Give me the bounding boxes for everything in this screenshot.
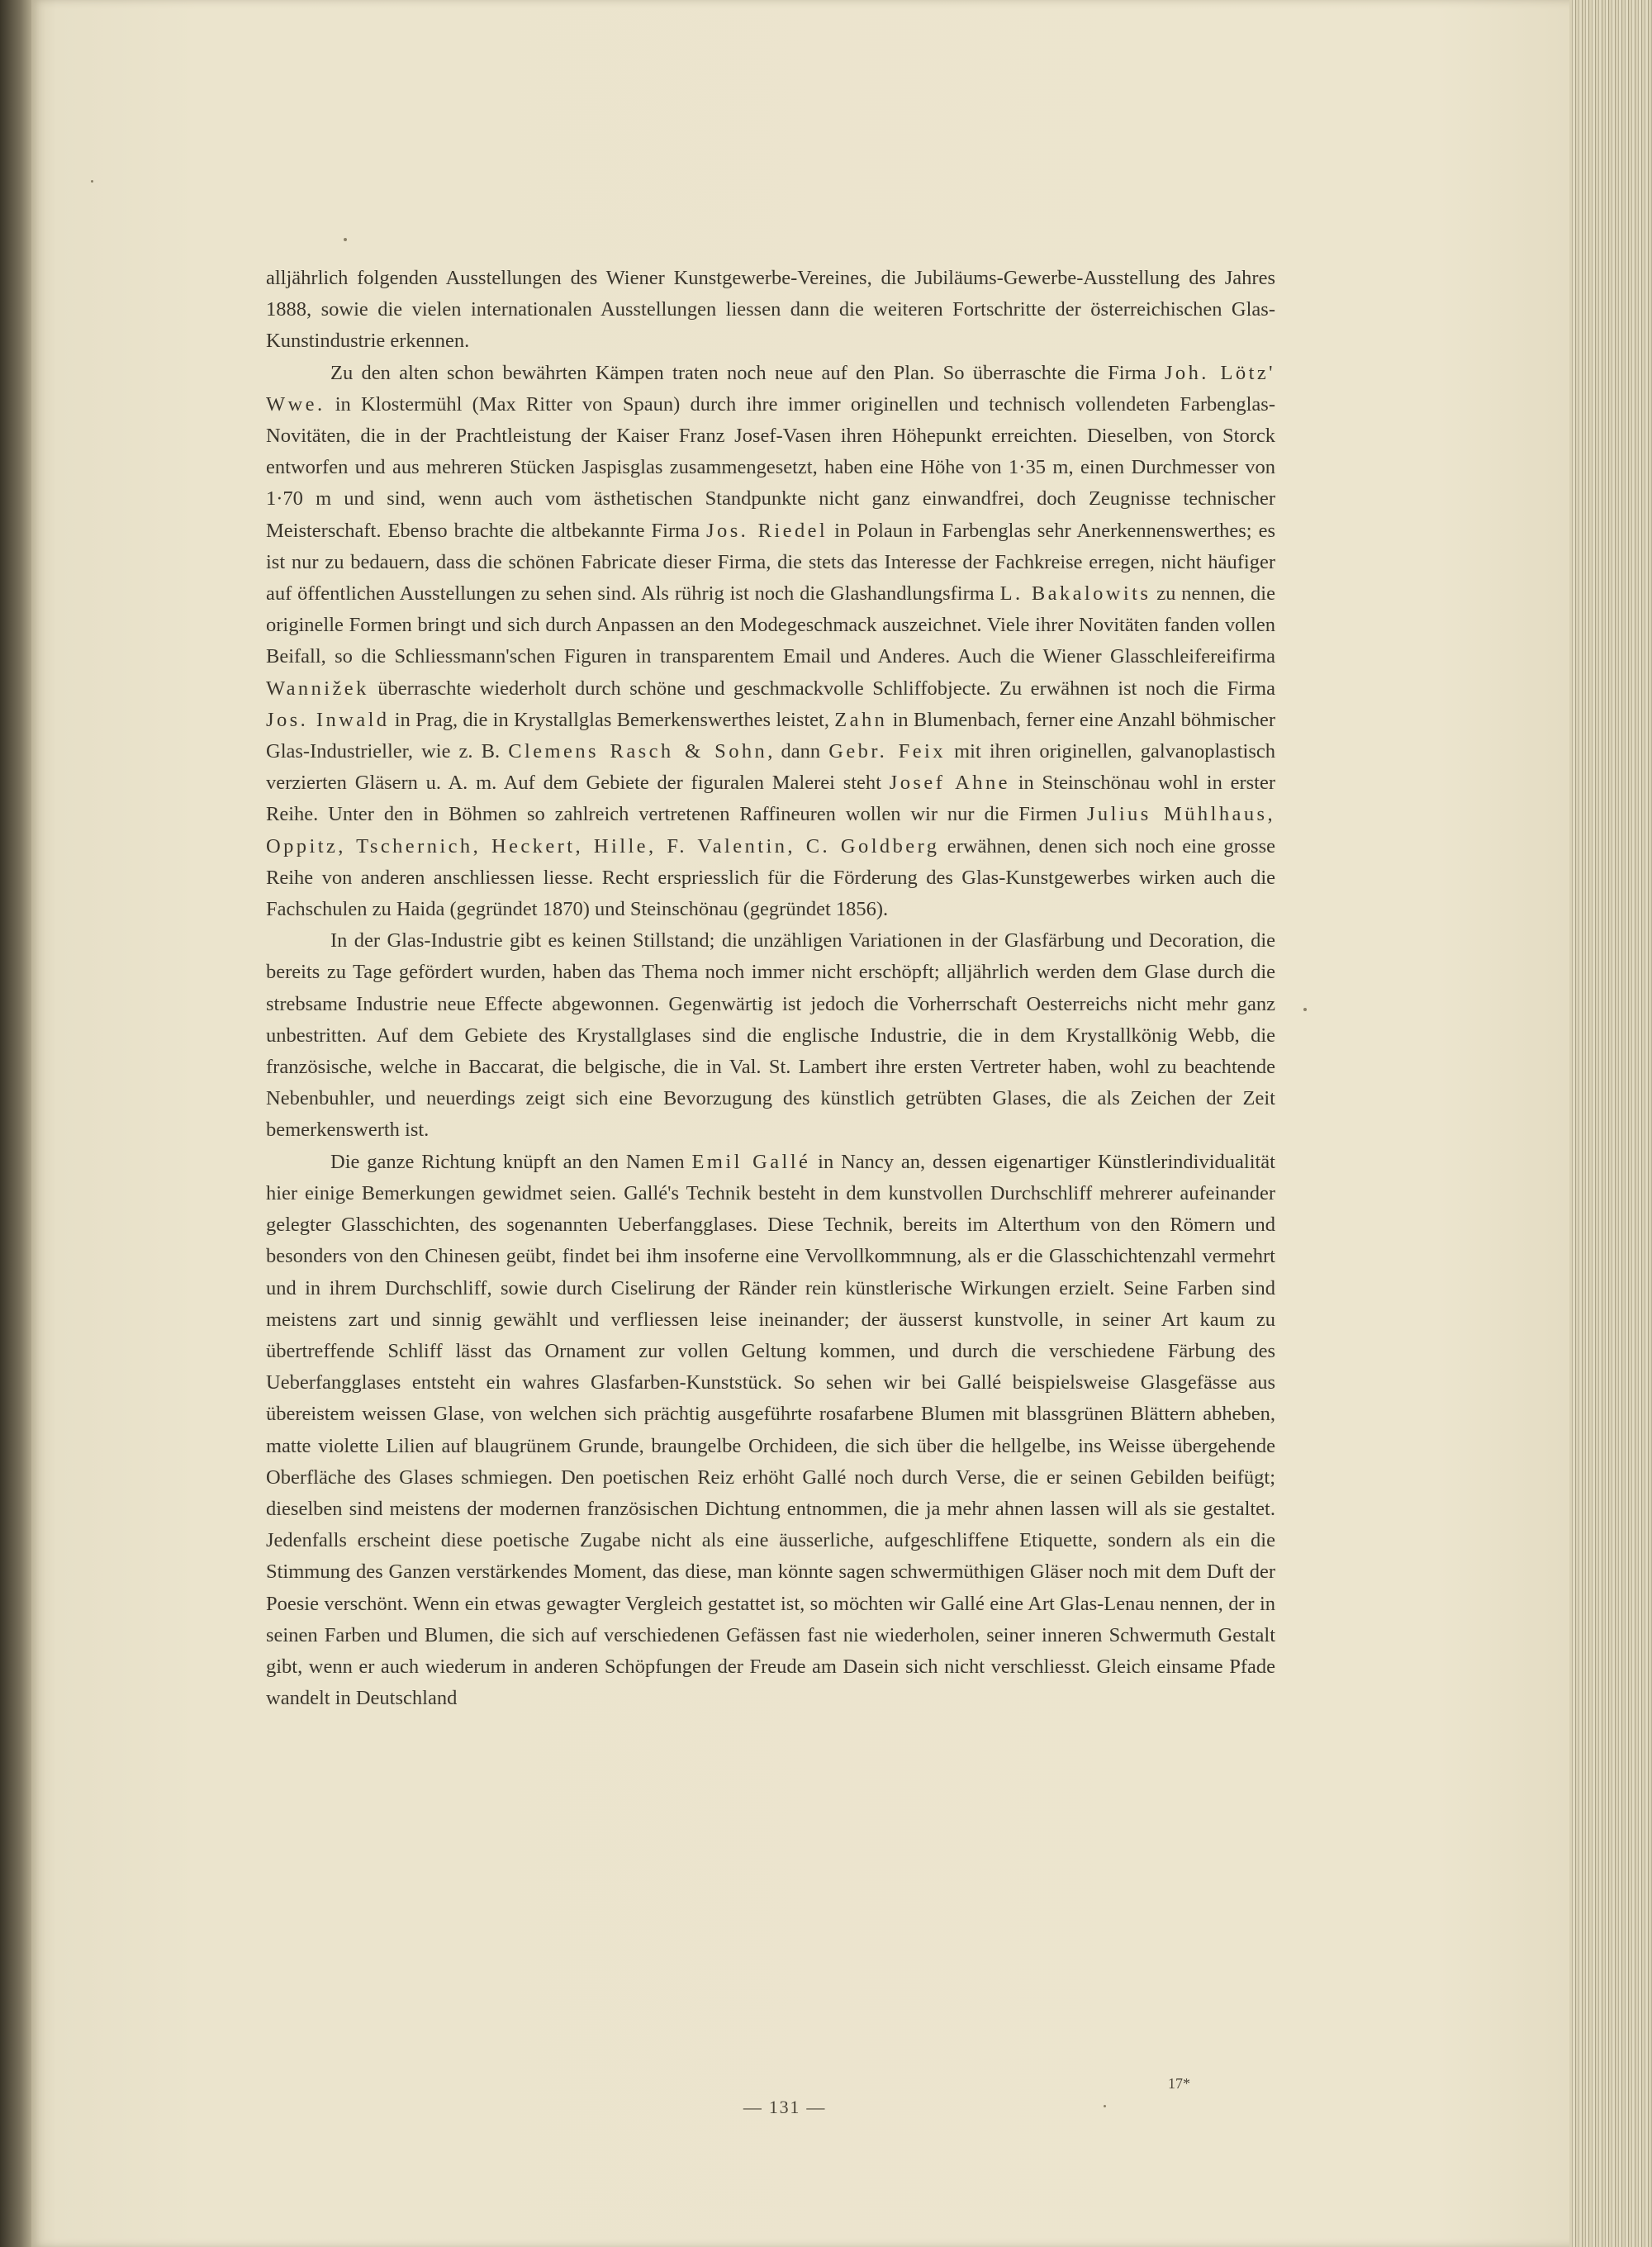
signature-mark: 17*: [1168, 2075, 1190, 2092]
text-run: Die ganze Richtung knüpft an den Namen: [330, 1150, 692, 1173]
paper-speck: [344, 238, 347, 241]
text-run: zu nennen, die originelle Formen bringt und sich durch Anpassen an den Modegeschmack auszeichnet. Viele ihrer Novitäten fanden vollen Beifall, so die Schliessmann'schen Figuren in transparentem Email und Anderes. Auch die Wiener Glasschleifereifirma: [266, 582, 1275, 668]
text-run: mit ihren originellen, galvanoplastisch verzierten Gläsern u. A. m. Auf dem Gebiete der figuralen Malerei steht: [266, 740, 1275, 795]
text-run: überraschte wiederholt durch schöne und geschmackvolle Schliffobjecte. Zu erwähnen ist noch die Firma: [368, 677, 1275, 700]
emphasized-name: Gebr. Feix: [828, 740, 946, 763]
paragraph: [266, 358, 1275, 926]
emphasized-name: Jos. Inwald: [266, 708, 390, 731]
paper-speck: [1303, 1008, 1307, 1011]
paragraph: [266, 263, 1275, 358]
paragraph: [266, 1147, 1275, 1715]
emphasized-name: Zahn: [834, 708, 888, 731]
text-run: in Klostermühl (Max Ritter von Spaun) durch ihre immer originellen und technisch vollendeten Farbenglas-Novitäten, die in der Prachtleistung der Kaiser Franz Josef-Vasen ihren Höhepunkt erreichten. Dieselben, von Storck entworfen und aus mehreren Stücken Jaspisglas zusammengesetzt, haben eine Höhe von 1·35 m, einen Durchmesser von 1·70 m und sind, wenn auch vom ästhetischen Standpunkte nicht ganz einwandfrei, doch Zeugnisse technischer Meisterschaft. Ebenso brachte die altbekannte Firma: [266, 392, 1275, 542]
emphasized-name: Wannižek: [266, 677, 369, 700]
text-run: , dann: [767, 740, 829, 763]
emphasized-name: Clemens Rasch & Sohn: [508, 740, 768, 763]
text-run: In der Glas-Industrie gibt es keinen Stillstand; die unzähligen Variationen in der Glasfärbung und Decoration, die bereits zu Tage gefördert wurden, haben das Thema noch immer nicht erschöpft; alljährlich werden dem Glase durch die strebsame Industrie neue Effecte abgewonnen. Gegenwärtig ist jedoch die Vorherrschaft Oesterreichs nicht mehr ganz unbestritten. Auf dem Gebiete des Krystallglases sind die englische Industrie, die in dem Krystallkönig Webb, die französische, welche in Baccarat, die belgische, die in Val. St. Lambert ihre ersten Vertreter haben, wohl zu beachtende Nebenbuhler, und neuerdings zeigt sich eine Bevorzugung des künstlich getrübten Glases, die als Zeichen der Zeit bemerkenswerth ist.: [266, 929, 1275, 1142]
binding-shadow: [0, 0, 33, 2247]
text-run: in Steinschönau wohl in erster Reihe. Unter den in Böhmen so zahlreich vertretenen Raffineuren wollen wir nur die Firmen: [266, 772, 1276, 826]
page-number: — 131 —: [743, 2097, 827, 2117]
text-run: erwähnen, denen sich noch eine grosse Reihe von anderen anschliessen liesse. Recht erspriesslich für die Förderung des Glas-Kunstgewerbes wirken auch die Fachschulen zu Haida (gegründet 1870) und Steinschönau (gegründet 1856).: [266, 834, 1275, 921]
text-run: in Nancy an, dessen eigenartiger Künstlerindividualität hier einige Bemerkungen gewidmet seien. Gallé's Technik besteht in dem kunstvollen Durchschliff mehrerer aufeinander gelegter Glasschichten, des sogenannten Ueberfangglases. Diese Technik, bereits im Alterthum von den Römern und besonders von den Chinesen geübt, findet bei ihm insoferne eine Vervollkommnung, als er die Glasschichtenzahl vermehrt und in ihrem Durchschliff, sowie durch Ciselirung der Ränder rein künstlerische Wirkungen erzielt. Seine Farben sind meistens zart und sinnig gewählt und verfliessen leise ineinander; der äusserst kunstvolle, in seiner Art kaum zu übertreffende Schliff lässt das Ornament zur vollen Geltung kommen, und durch die verschiedene Färbung des Ueberfangglases entsteht ein wahres Glasfarben-Kunststück. So sehen wir bei Gallé beispielsweise Glasgefässe aus übereistem weissen Glase, von welchen sich prächtig ausgeführte rosafarbene Blumen mit blassgrünen Blättern abheben, matte violette Lilien auf blaugrünem Grunde, braungelbe Orchideen, die sich über die hellgelbe, ins Weisse übergehende Oberfläche des Glases schmiegen. Den poetischen Reiz erhöht Gallé noch durch Verse, die er seinen Gebilden beifügt; dieselben sind meistens der modernen französischen Dichtung entnommen, die ja mehr ahnen lassen will als sie gestaltet. Jedenfalls erscheint diese poetische Zugabe nicht als eine äusserliche, aufgeschliffene Etiquette, sondern als ein die Stimmung des Ganzen verstärkendes Moment, das diese, man könnte sagen schwermüthigen Gläser noch mit dem Duft der Poesie verschönt. Wenn ein etwas gewagter Vergleich gestattet ist, so möchten wir Gallé eine Art Glas-Lenau nennen, der in seinen Farben und Blumen, die sich auf verschiedenen Gefässen fast nie wiederholen, seiner inneren Schwermuth Gestalt gibt, wenn er auch wiederum in anderen Schöpfungen der Freude am Dasein sich nicht verschliesst. Gleich einsame Pfade wandelt in Deutschland: [266, 1150, 1275, 1710]
text-run: alljährlich folgenden Ausstellungen des Wiener Kunstgewerbe-Vereines, die Jubiläums-Gewerbe-Ausstellung des Jahres 1888, sowie die vielen internationalen Ausstellungen liessen dann die weiteren Fortschritte der österreichischen Glas-Kunstindustrie erkennen.: [266, 267, 1275, 353]
emphasized-name: Emil Gallé: [691, 1150, 811, 1173]
emphasized-name: Joh. Lötz' Wwe.: [266, 361, 1275, 416]
emphasized-name: L. Bakalowits: [999, 582, 1151, 606]
emphasized-name: Josef Ahne: [889, 772, 1010, 795]
paper-speck: [1104, 2105, 1106, 2107]
text-run: Zu den alten schon bewährten Kämpen traten noch neue auf den Plan. So überraschte die Firma: [330, 361, 1165, 384]
emphasized-name: Julius Mühlhaus, Oppitz, Tschernich, Heckert, Hille, F. Valentin, C. Goldberg: [266, 803, 1276, 857]
paper-speck: [91, 180, 93, 183]
page-stack-edges: [1569, 0, 1652, 2247]
text-run: in Prag, die in Krystallglas Bemerkenswerthes leistet,: [389, 708, 835, 731]
text-run: in Blumenbach, ferner eine Anzahl böhmischer Glas-Industrieller, wie z. B.: [266, 708, 1275, 763]
text-run: in Polaun in Farbenglas sehr Anerkennenswerthes; es ist nur zu bedauern, dass die schönen Fabricate dieser Firma, die stets das Interesse der Fachkreise erregen, nicht häufiger auf öffentlichen Ausstellungen zu sehen sind. Als rührig ist noch die Glashandlungsfirma: [266, 519, 1275, 606]
emphasized-name: Jos. Riedel: [706, 519, 828, 542]
paragraph: [266, 925, 1275, 1146]
body-text: [266, 263, 1275, 1714]
